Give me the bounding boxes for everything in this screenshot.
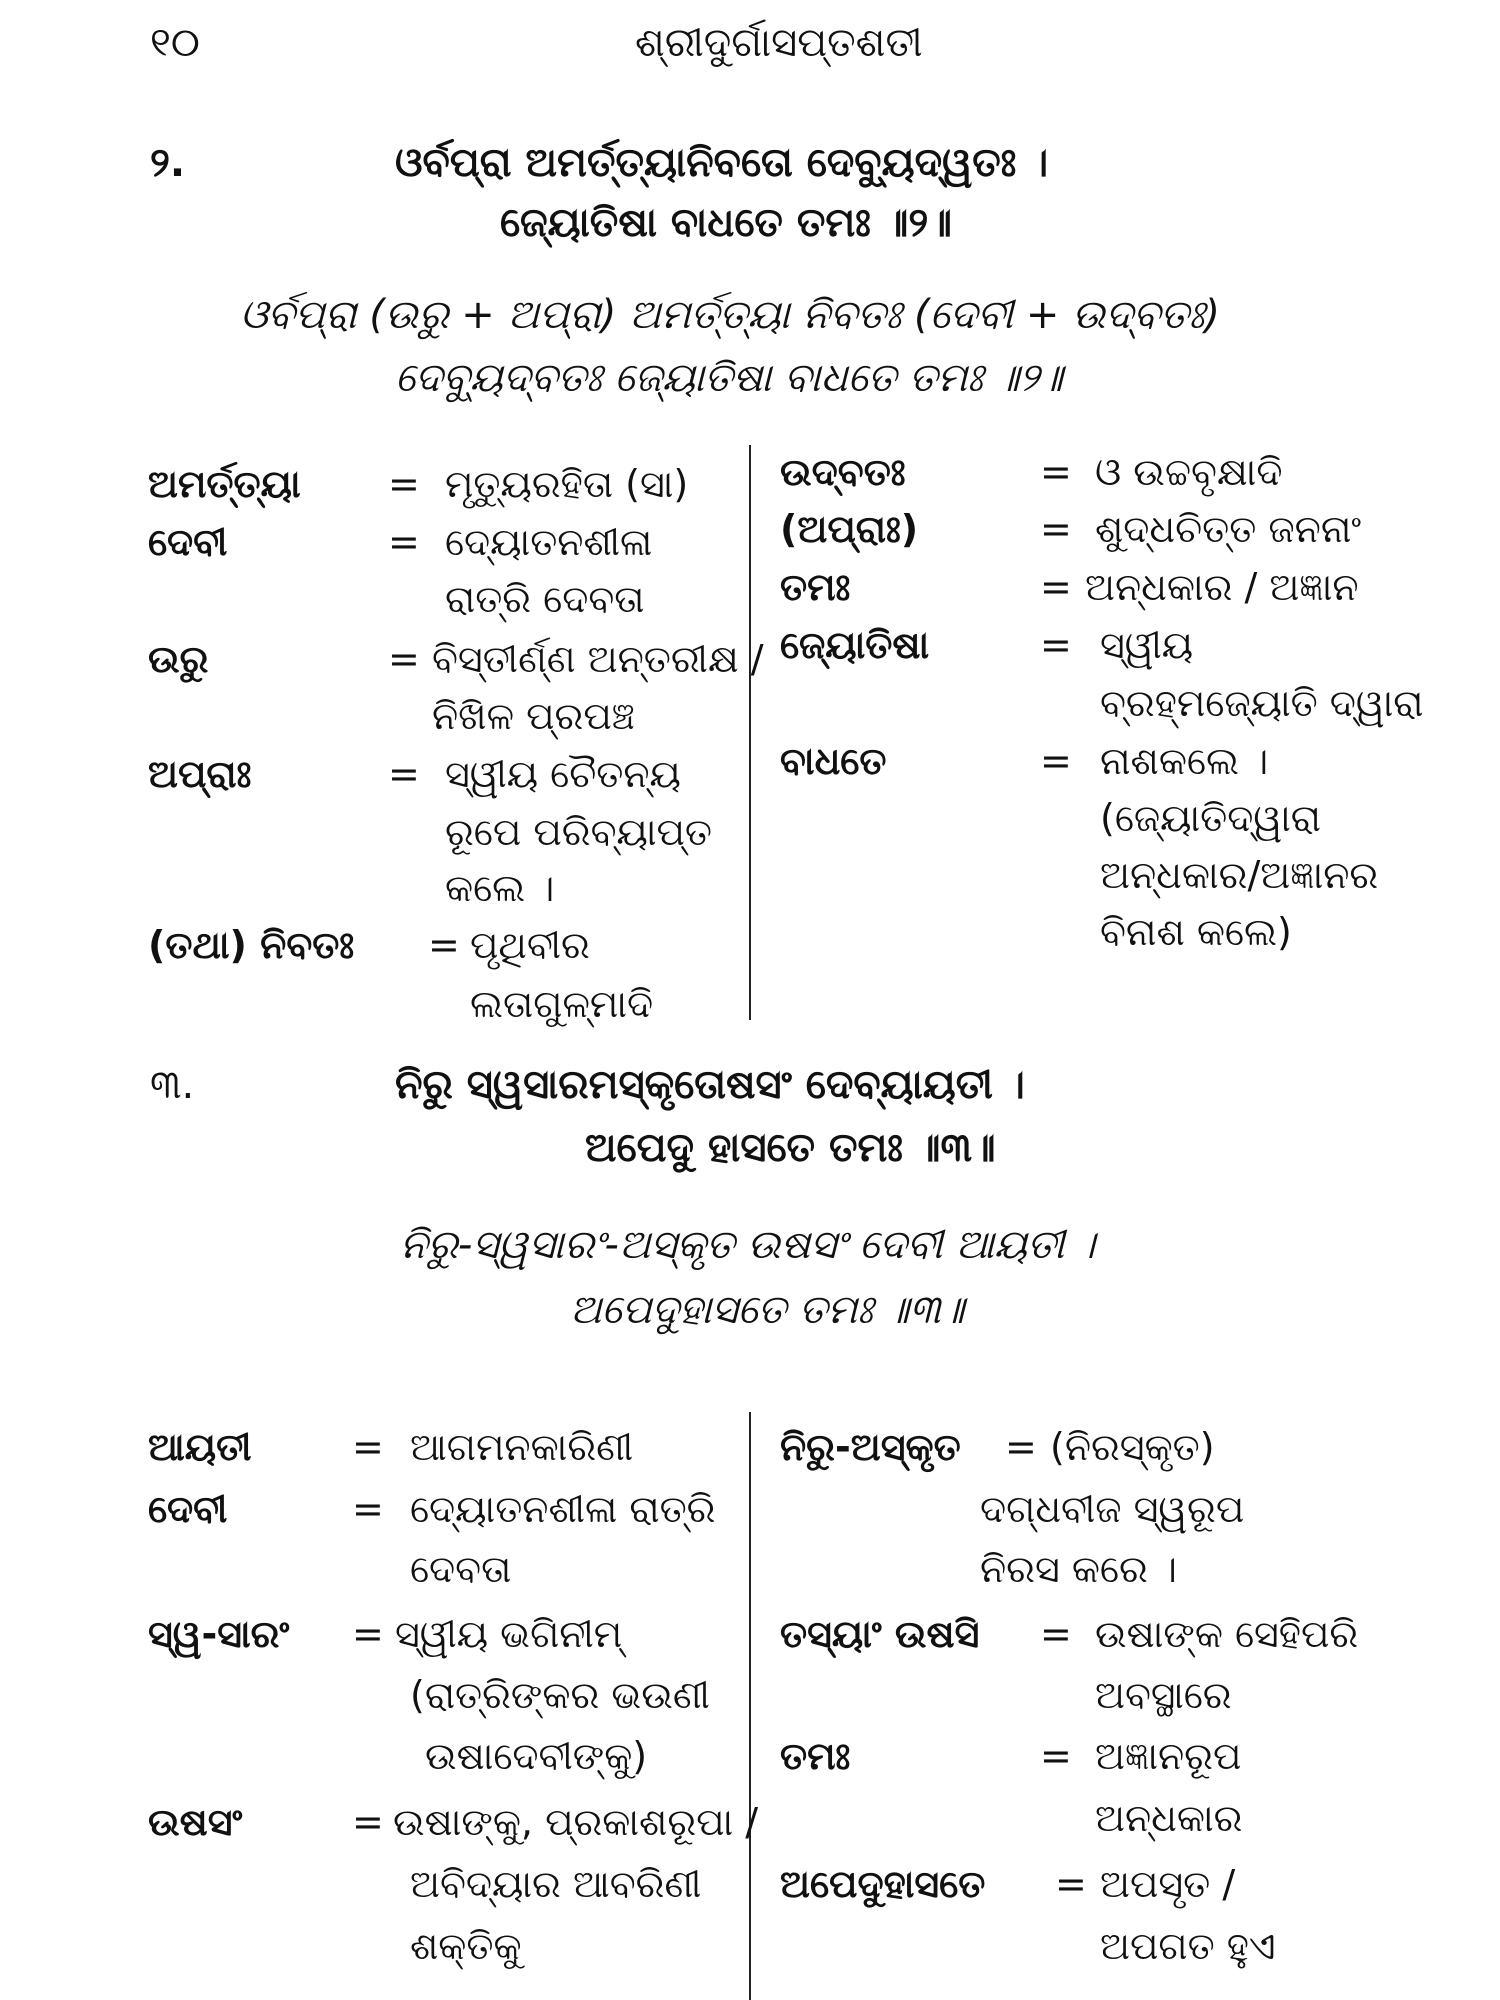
gloss-term: ତମଃ — [780, 565, 851, 609]
gloss-meaning: ଦଗ୍ଧବୀଜ ସ୍ୱରୂପ — [980, 1487, 1245, 1531]
gloss-term: ଅମର୍ତ୍ତ୍ୟା — [148, 462, 301, 506]
verse-number: ୨. — [150, 140, 186, 186]
column-divider — [749, 1412, 751, 2000]
gloss-meaning: ଦ୍ୟୋତନଶୀଳା ରାତ୍ରି — [410, 1487, 716, 1531]
gloss-term: ସ୍ୱ-ସାରଂ — [148, 1612, 290, 1656]
gloss-meaning: ସ୍ୱୀୟ — [1100, 623, 1194, 667]
gloss-meaning: ଉଷାଙ୍କ ସେହିପରି — [1095, 1612, 1359, 1656]
gloss-meaning: ଦେବତା — [410, 1547, 512, 1591]
gloss-meaning: ସ୍ୱୀୟ ଚୈତନ୍ୟ — [445, 752, 681, 796]
page-title: ଶ୍ରୀଦୁର୍ଗାସପ୍ତଶତୀ — [635, 20, 923, 66]
gloss-meaning: ଶୁଦ୍ଧଚିତ୍ତ ଜନନାଂ — [1095, 507, 1362, 551]
gloss-term: ବାଧତେ — [780, 739, 887, 783]
word-split-line: ନିରୁ-ସ୍ୱସାରଂ-ଅସ୍କୃତ ଉଷସଂ ଦେବୀ ଆୟତୀ । — [400, 1222, 1096, 1268]
gloss-term: ଉରୁ — [148, 637, 209, 681]
equals-sign: = — [1040, 507, 1072, 551]
equals-sign: = — [388, 520, 420, 564]
gloss-meaning: ଅପସୃତ / — [1100, 1862, 1236, 1906]
gloss-meaning: ବିସ୍ତୀର୍ଣ୍ଣ ଅନ୍ତରୀକ୍ଷ / — [432, 637, 764, 681]
gloss-term: (ଅପ୍ରାଃ) — [780, 507, 919, 551]
gloss-term: ନିରୁ-ଅସ୍କୃତ — [780, 1425, 961, 1469]
gloss-meaning: ବ୍ରହ୍ମଜ୍ୟୋତି ଦ୍ୱାରା — [1100, 681, 1424, 725]
gloss-meaning: ଅଜ୍ଞାନରୂପ — [1095, 1734, 1242, 1778]
gloss-term: ଜ୍ୟୋତିଷା — [780, 623, 930, 667]
equals-sign: = — [352, 1487, 384, 1531]
equals-sign: = — [1040, 1734, 1072, 1778]
verse-number: ୩. — [150, 1062, 195, 1108]
gloss-meaning: ଅବିଦ୍ୟାର ଆବରିଣୀ — [410, 1862, 702, 1906]
gloss-meaning: (ନିରସ୍କୃତ) — [1050, 1425, 1215, 1469]
column-divider — [749, 445, 751, 1020]
equals-sign: = — [352, 1800, 384, 1844]
equals-sign: = — [1005, 1425, 1037, 1469]
gloss-meaning: ସ୍ୱୀୟ ଭଗିନୀମ୍ — [395, 1612, 623, 1656]
verse-line: ଜ୍ୟୋତିଷା ବାଧତେ ତମଃ ॥୨॥ — [500, 200, 952, 246]
equals-sign: = — [428, 923, 460, 967]
gloss-meaning: ଓ ଉଚ୍ଚବୃକ୍ଷାଦି — [1095, 450, 1283, 494]
gloss-meaning: ନିରସ କରେ । — [980, 1547, 1177, 1591]
gloss-term: ଉଦ୍‌ବତଃ — [780, 450, 906, 494]
gloss-meaning: (ରାତ୍ରିଙ୍କର ଭଉଣୀ — [410, 1673, 710, 1717]
gloss-term: ଦେବୀ — [148, 520, 228, 564]
gloss-meaning: ଅବସ୍ଥାରେ — [1095, 1673, 1232, 1717]
equals-sign: = — [1040, 623, 1072, 667]
gloss-term: ତମଃ — [780, 1734, 851, 1778]
verse-line: ଅପେଦୁ ହାସତେ ତମଃ ॥୩॥ — [585, 1125, 996, 1171]
gloss-meaning: ଉଷାଙ୍କୁ, ପ୍ରକାଶରୂପା / — [393, 1800, 759, 1844]
gloss-meaning: ଶକ୍ତିକୁ — [410, 1924, 522, 1968]
gloss-term: ଦେବୀ — [148, 1487, 228, 1531]
gloss-meaning: ଆଗମନକାରିଣୀ — [410, 1425, 634, 1469]
equals-sign: = — [388, 637, 420, 681]
gloss-term: ଅପେଦୁହାସତେ — [780, 1862, 986, 1906]
gloss-meaning: ଦ୍ୟୋତନଶୀଳା — [445, 520, 653, 564]
equals-sign: = — [1040, 739, 1072, 783]
gloss-meaning: (ଜ୍ୟୋତିଦ୍ୱାରା — [1100, 796, 1321, 840]
equals-sign: = — [388, 752, 420, 796]
gloss-meaning: ଅନ୍ଧକାର/ଅଜ୍ଞାନର — [1100, 853, 1379, 897]
gloss-meaning: ବିନାଶ କଲେ) — [1100, 910, 1292, 954]
gloss-meaning: କଲେ । — [445, 866, 555, 910]
gloss-meaning: ଅନ୍ଧକାର — [1095, 1796, 1243, 1840]
gloss-term: ଅପ୍ରାଃ — [148, 752, 252, 796]
gloss-meaning: ଅନ୍ଧକାର / ଅଜ୍ଞାନ — [1085, 565, 1359, 609]
gloss-meaning: ପୃଥିବୀର — [470, 923, 590, 967]
gloss-term: ଉଷସଂ — [148, 1800, 243, 1844]
gloss-meaning: ନିଖିଳ ପ୍ରପଞ୍ଚ — [432, 694, 635, 738]
word-split-line: ଦେବ୍ୟୁଦ୍‌ବତଃ ଜ୍ୟୋତିଷା ବାଧତେ ତମଃ ॥୨॥ — [395, 355, 1063, 401]
gloss-meaning: ରୂପେ ପରିବ୍ୟାପ୍ତ — [445, 810, 713, 854]
gloss-meaning: ଲତାଗୁଳ୍ମାଦି — [470, 982, 654, 1026]
gloss-meaning: ଅପଗତ ହୁଏ — [1100, 1924, 1276, 1968]
word-split-line: ଓର୍ବପ୍ରା (ଉରୁ + ଅପ୍ରା) ଅମର୍ତ୍ତ୍ୟା ନିବତଃ (ଦେବୀ + ଉଦ୍‌ବତଃ) — [240, 292, 1220, 338]
equals-sign: = — [352, 1612, 384, 1656]
gloss-meaning: ଉଷାଦେବୀଙ୍କୁ) — [425, 1734, 648, 1778]
word-split-line: ଅପେଦୁହାସତେ ତମଃ ॥୩॥ — [570, 1287, 965, 1333]
equals-sign: = — [1055, 1862, 1087, 1906]
equals-sign: = — [1040, 565, 1072, 609]
equals-sign: = — [388, 462, 420, 506]
gloss-term: (ତଥା) ନିବତଃ — [148, 923, 355, 967]
gloss-meaning: ମୃତ୍ୟୁରହିତା (ସା) — [445, 462, 689, 506]
equals-sign: = — [1040, 1612, 1072, 1656]
gloss-term: ତସ୍ୟାଂ ଉଷସି — [780, 1612, 980, 1656]
gloss-meaning: ରାତ୍ରି ଦେବତା — [445, 577, 645, 621]
equals-sign: = — [1040, 450, 1072, 494]
equals-sign: = — [352, 1425, 384, 1469]
gloss-term: ଆୟତୀ — [148, 1425, 252, 1469]
page-number: ୧୦ — [150, 20, 200, 66]
verse-line: ଓର୍ବପ୍ରା ଅମର୍ତ୍ତ୍ୟାନିବତୋ ଦେବ୍ୟୁଦ୍ୱତଃ । — [395, 140, 1049, 186]
verse-line: ନିରୁ ସ୍ୱସାରମସ୍କୃତୋଷସଂ ଦେବ୍ୟାୟତୀ । — [395, 1062, 1025, 1108]
gloss-meaning: ନାଶକଲେ । — [1100, 739, 1269, 783]
